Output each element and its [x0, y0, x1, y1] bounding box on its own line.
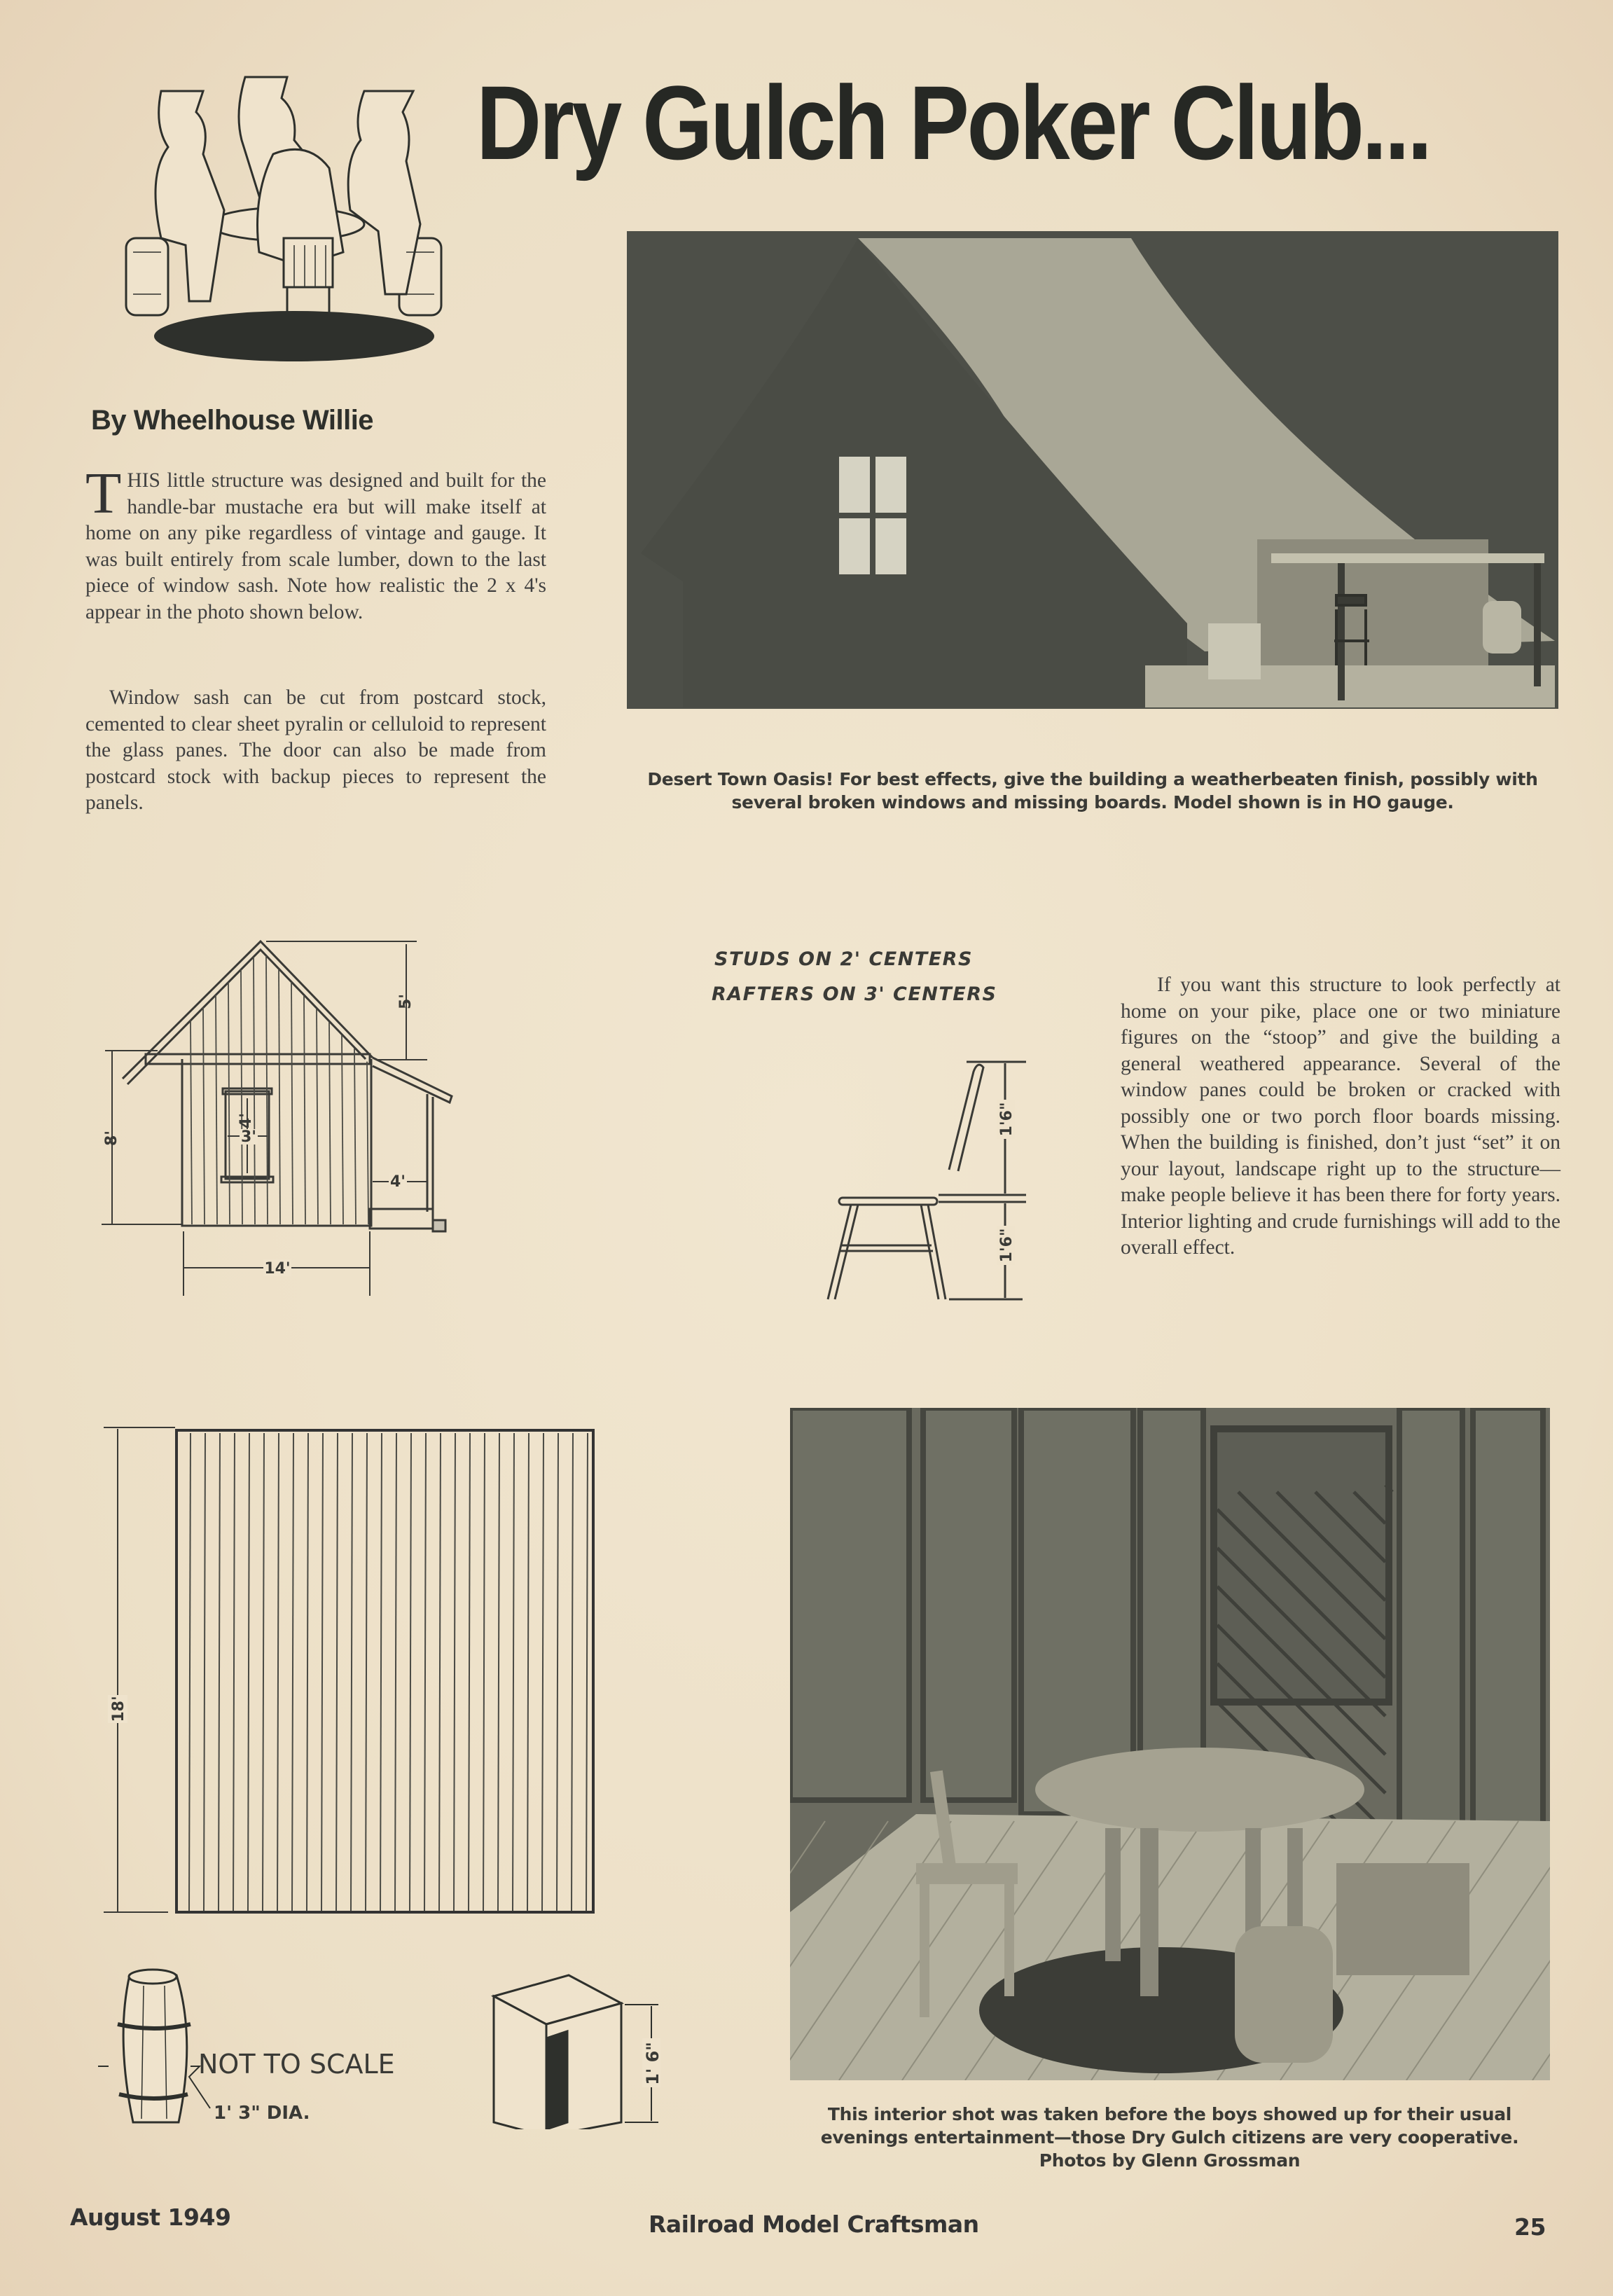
- footer-date: August 1949: [70, 2204, 231, 2231]
- drop-cap: T: [85, 461, 122, 526]
- barrel-and-box-drawing: [98, 1954, 693, 2129]
- interior-photo-caption: [784, 2103, 1555, 2172]
- barrel-sketch: [118, 1970, 191, 2122]
- floor-plan-drawing: [98, 1422, 602, 1968]
- photo-crate: [1208, 623, 1261, 679]
- photo-porch-floor: [1145, 665, 1555, 707]
- box-height-label: 1' 6": [643, 2042, 663, 2085]
- floor-boards: [189, 1433, 588, 1911]
- chair-drawing: [819, 1058, 1051, 1324]
- barrel-not-to-scale-label: NOT TO SCALE: [198, 2049, 395, 2080]
- article-title: Dry Gulch Poker Club...: [476, 64, 1430, 181]
- dim-label-window-width: 3': [240, 1128, 257, 1146]
- chair-seat: [839, 1198, 937, 1205]
- figure-right: [348, 91, 420, 294]
- photo-credit: Photos by Glenn Grossman: [1039, 2150, 1301, 2171]
- intro-text: HIS little structure was designed and built for the handle-bar mustache era but will make itself at home on any pike regardless of vintage and gauge. It was built entirely from scale lumber, down to the last piece of window sash. Note how realistic the 2 x 4's appear in the photo shown below.: [85, 469, 546, 623]
- interior-photo: [790, 1408, 1550, 2080]
- eave-beam: [146, 1054, 370, 1064]
- dim-label-wall-height: 8': [103, 1130, 120, 1147]
- barrel-diameter-label: 1' 3" DIA.: [214, 2103, 310, 2124]
- intro-paragraph: [85, 461, 546, 625]
- photo-barrel: [1483, 601, 1521, 653]
- exterior-photo: [627, 231, 1558, 709]
- porch-roof: [373, 1058, 452, 1102]
- round-table: [1035, 1748, 1364, 1832]
- interior-caption-text: This interior shot was taken before the boys showed up for their usual evenings entertainment—those Dry Gulch citizens are very cooperative.: [820, 2104, 1519, 2148]
- interior-crate: [1336, 1863, 1469, 1975]
- porch-floor: [370, 1209, 433, 1229]
- note-studs: STUDS ON 2' CENTERS: [714, 948, 973, 970]
- siding-boards: [191, 955, 368, 1224]
- dim-label-chair-back: 1'6": [998, 1102, 1016, 1137]
- side-elevation-drawing: [98, 932, 763, 1422]
- dim-label-building-width: 14': [264, 1260, 291, 1278]
- interior-window: [1214, 1429, 1389, 1702]
- byline: By Wheelhouse Willie: [91, 405, 374, 436]
- box-sketch: [494, 1975, 621, 2129]
- page-number: 25: [1514, 2213, 1546, 2241]
- dim-label-porch-depth: 4': [389, 1173, 406, 1191]
- dim-label-window-height: 4': [237, 1112, 255, 1129]
- footer-magazine-name: Railroad Model Craftsman: [649, 2211, 979, 2238]
- barrel-left: [126, 238, 168, 315]
- illustration-shadow: [154, 311, 434, 361]
- chair-back: [949, 1065, 983, 1171]
- porch-step: [433, 1220, 445, 1231]
- poker-players-illustration: [119, 70, 455, 364]
- floor-outline: [176, 1430, 593, 1912]
- exterior-photo-caption: Desert Town Oasis! For best effects, give the building a weatherbeaten finish, possibly with several broken windows and missing boards. Model shown is in HO gauge.: [647, 769, 1538, 812]
- dim-label-roof-height: 5': [397, 993, 415, 1010]
- interior-barrel: [1235, 1926, 1333, 2063]
- paragraph-window-sash: Window sash can be cut from postcard stock, cemented to clear sheet pyralin or celluloid to represent the glass panes. The door can also be made from postcard stock with backup pieces to represent the panels.: [85, 686, 546, 814]
- dim-label-building-length: 18': [110, 1696, 127, 1722]
- note-rafters: RAFTERS ON 3' CENTERS: [712, 983, 997, 1005]
- paragraph-weathering: If you want this structure to look perfectly at home on your pike, place one or two miniature figures on the “stoop” and give the building a general weathered appearance. Several of the window panes could be broken or cracked with possibly one or two porch floor boards missing. When the building is finished, don’t just “set” it on your layout, landscape right up to the structure—make people believe it has been there for forty years. Interior lighting and crude furnishings will add to the overall effect.: [1121, 974, 1560, 1259]
- dim-label-chair-seat: 1'6": [998, 1228, 1016, 1263]
